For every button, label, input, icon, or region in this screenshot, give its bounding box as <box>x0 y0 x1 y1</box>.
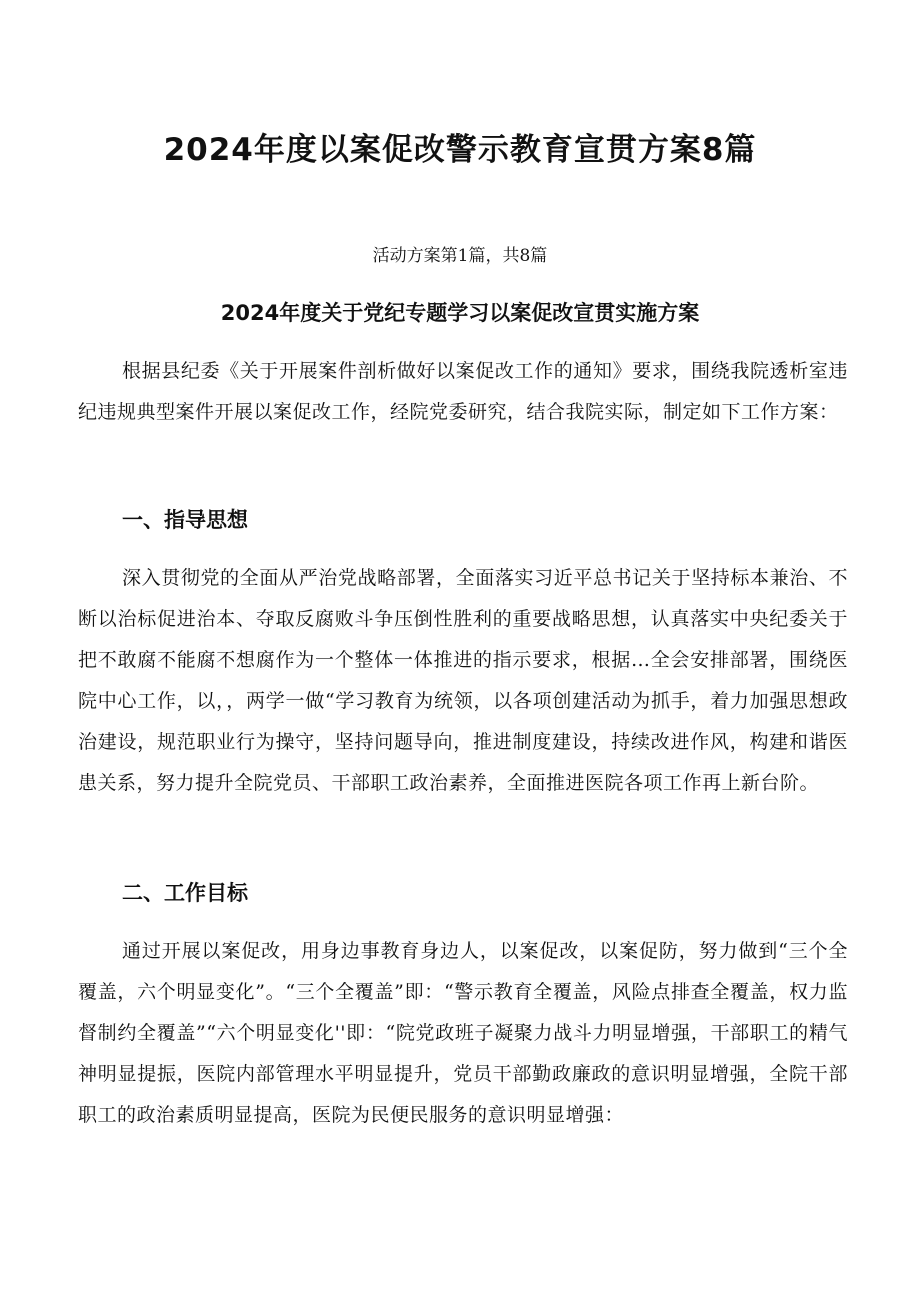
section-paragraph-work-goals: 通过开展以案促改，用身边事教育身边人，以案促改，以案促防，努力做到“三个全覆盖，六个明显变化”。“三个全覆盖”即：“警示教育全覆盖，风险点排查全覆盖，权力监督制约全覆盖”“六个明显变化''即：“院党政班子凝聚力战斗力明显增强，干部职工的精气神明显提振，医院内部管理水平明显提升，党员干部勤政廉政的意识明显增强，全院干部职工的政治素质明显提高，医院为民便民服务的意识明显增强： <box>78 940 848 1126</box>
section-heading-work-goals: 二、工作目标 <box>122 881 248 905</box>
main-title: 2024年度以案促改警示教育宣贯方案8篇 <box>163 132 757 168</box>
intro-paragraph: 根据县纪委《关于开展案件剖析做好以案促改工作的通知》要求，围绕我院透析室违纪违规典型案件开展以案促改工作，经院党委研究，结合我院实际，制定如下工作方案： <box>78 360 848 423</box>
document-title: 2024年度关于党纪专题学习以案促改宣贯实施方案 <box>220 301 700 325</box>
subtitle: 活动方案第1篇，共8篇 <box>372 246 548 266</box>
section-paragraph-guiding-ideology: 深入贯彻党的全面从严治党战略部署，全面落实习近平总书记关于坚持标本兼治、不断以治标促进治本、夺取反腐败斗争压倒性胜利的重要战略思想，认真落实中央纪委关于把不敢腐不能腐不想腐作为一个整体一体推进的指示要求，根据…全会安排部署，围绕医院中心工作，以，，两学一做“学习教育为统领，以各项创建活动为抓手，着力加强思想政治建设，规范职业行为操守，坚持问题导向，推进制度建设，持续改进作风，构建和谐医患关系，努力提升全院党员、干部职工政治素养，全面推进医院各项工作再上新台阶。 <box>78 567 848 794</box>
section-heading-guiding-ideology: 一、指导思想 <box>122 508 248 532</box>
